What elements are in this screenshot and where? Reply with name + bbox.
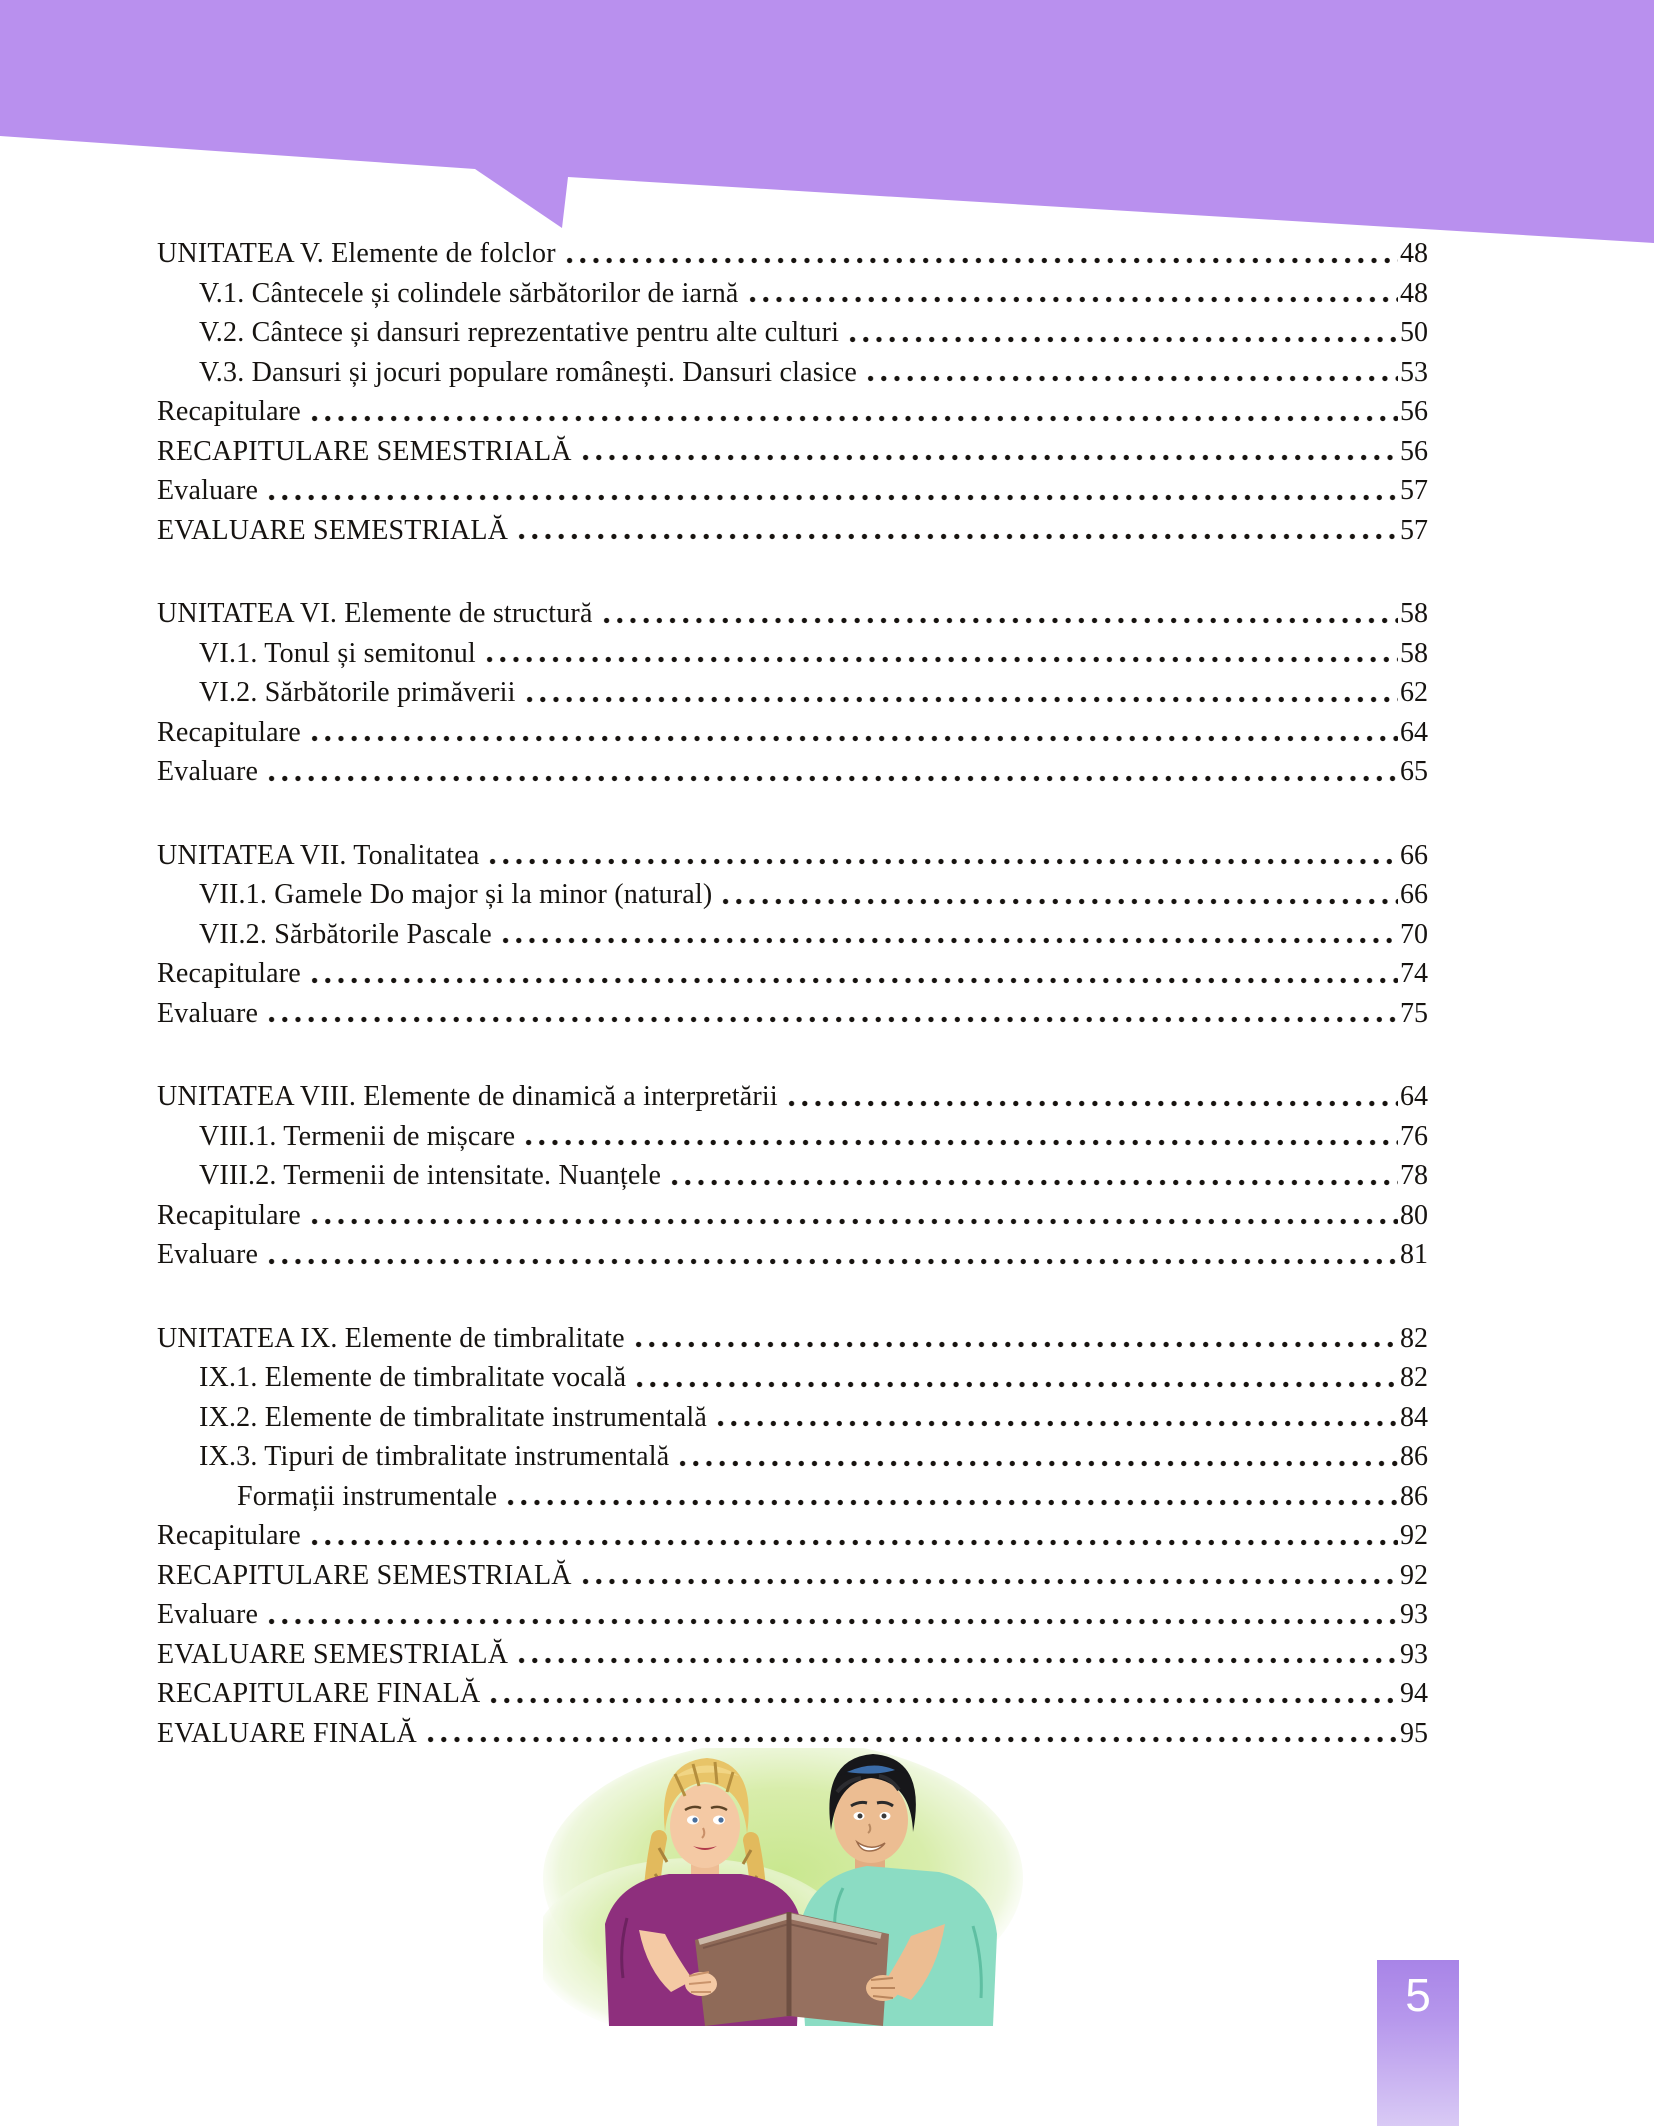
toc-entry-label: IX.2. Elemente de timbralitate instrumentală <box>199 1401 707 1433</box>
toc-entry-page-number: 75 <box>1400 997 1428 1029</box>
toc-entry-label: EVALUARE SEMESTRIALĂ <box>157 514 509 546</box>
toc-entry-label: Recapitulare <box>157 396 301 427</box>
toc-entry-page-number: 57 <box>1400 475 1428 506</box>
toc-entry <box>157 1674 1428 1714</box>
toc-entry-label: UNITATEA VII. Tonalitatea <box>157 839 480 871</box>
dot-leader <box>579 1575 1398 1588</box>
toc-entry-label: RECAPITULARE SEMESTRIALĂ <box>157 1559 572 1591</box>
dot-leader <box>522 1136 1398 1149</box>
dot-leader <box>515 1654 1398 1667</box>
toc-entry-label: V.3. Dansuri și jocuri populare românești. Dansuri clasice <box>199 356 858 388</box>
toc-entry <box>157 915 1428 955</box>
toc-entry <box>157 594 1428 634</box>
toc-entry-page-number: 57 <box>1400 514 1428 546</box>
toc-entry-label: V.2. Cântece și dansuri reprezentative pentru alte culturi <box>199 317 840 348</box>
dot-leader <box>265 1255 1398 1268</box>
toc-entry-label: Formații instrumentale <box>237 1480 498 1512</box>
toc-entry-page-number: 66 <box>1400 839 1428 871</box>
dot-leader <box>308 1536 1398 1549</box>
toc-entry-label: VI.1. Tonul și semitonul <box>199 637 476 669</box>
toc-entry-label: VII.2. Sărbătorile Pascale <box>199 918 492 950</box>
toc-entry-label: UNITATEA VI. Elemente de structură <box>157 598 593 629</box>
toc-entry-page-number: 92 <box>1400 1520 1428 1551</box>
toc-entry <box>157 1398 1428 1438</box>
toc-entry-page-number: 86 <box>1400 1441 1428 1472</box>
toc-entry-page-number: 84 <box>1400 1401 1428 1433</box>
toc-entry-page-number: 48 <box>1400 277 1428 309</box>
toc-entry-label: Evaluare <box>157 1599 259 1630</box>
toc-entry-page-number: 48 <box>1400 238 1428 269</box>
dot-leader <box>265 1615 1398 1628</box>
toc-entry-label: VIII.2. Termenii de intensitate. Nuanțele <box>199 1160 662 1191</box>
dot-leader <box>265 491 1398 504</box>
toc-entry <box>157 994 1428 1034</box>
toc-entry <box>157 1516 1428 1556</box>
dot-leader <box>265 772 1398 785</box>
toc-entry <box>157 313 1428 353</box>
toc-section <box>157 1077 1428 1275</box>
toc-entry-label: UNITATEA VIII. Elemente de dinamică a interpretării <box>157 1081 778 1112</box>
toc-entry-page-number: 64 <box>1400 1081 1428 1112</box>
toc-entry-label: UNITATEA IX. Elemente de timbralitate <box>157 1322 625 1354</box>
dot-leader <box>523 693 1398 706</box>
toc-entry-label: VIII.1. Termenii de mișcare <box>199 1120 516 1152</box>
toc-entry <box>157 1358 1428 1398</box>
dot-leader <box>308 1215 1398 1228</box>
dot-leader <box>864 372 1398 385</box>
toc-entry <box>157 392 1428 432</box>
dot-leader <box>676 1457 1398 1470</box>
toc-entry <box>157 1235 1428 1275</box>
toc-entry-label: RECAPITULARE SEMESTRIALĂ <box>157 435 572 467</box>
toc-entry-page-number: 93 <box>1400 1638 1428 1670</box>
dot-leader <box>308 412 1398 425</box>
toc-entry <box>157 954 1428 994</box>
page-number-tab <box>1377 1960 1459 2126</box>
dot-leader <box>265 1013 1398 1026</box>
toc-entry-label: IX.3. Tipuri de timbralitate instrumentală <box>199 1441 670 1472</box>
toc-entry-label: Evaluare <box>157 1239 259 1270</box>
dot-leader <box>483 653 1398 666</box>
toc-entry-page-number: 65 <box>1400 756 1428 787</box>
toc-entry-label: EVALUARE SEMESTRIALĂ <box>157 1638 509 1670</box>
toc-entry <box>157 1319 1428 1359</box>
toc-entry <box>157 752 1428 792</box>
children-reading-illustration <box>543 1748 1023 2026</box>
dot-leader <box>515 530 1398 543</box>
toc-entry-label: RECAPITULARE FINALĂ <box>157 1678 481 1709</box>
dot-leader <box>846 333 1398 346</box>
toc-entry <box>157 673 1428 713</box>
toc-section <box>157 594 1428 792</box>
toc-entry <box>157 875 1428 915</box>
dot-leader <box>424 1733 1398 1746</box>
dot-leader <box>504 1496 1398 1509</box>
toc-entry-label: Evaluare <box>157 756 259 787</box>
toc-entry <box>157 1156 1428 1196</box>
toc-entry-label: EVALUARE FINALĂ <box>157 1717 417 1749</box>
toc-entry <box>157 471 1428 511</box>
toc-entry-page-number: 64 <box>1400 716 1428 748</box>
page-number: 5 <box>1405 1969 1431 2021</box>
toc-entry-page-number: 76 <box>1400 1120 1428 1152</box>
toc-entry <box>157 713 1428 753</box>
toc-entry <box>157 1196 1428 1236</box>
dot-leader <box>308 974 1398 987</box>
toc-entry-label: Evaluare <box>157 475 259 506</box>
toc-entry <box>157 1437 1428 1477</box>
toc-entry <box>157 234 1428 274</box>
toc-entry <box>157 1117 1428 1157</box>
toc-entry-page-number: 66 <box>1400 879 1428 910</box>
toc-entry-label: VII.1. Gamele Do major și la minor (natural) <box>199 879 713 910</box>
dot-leader <box>746 293 1398 306</box>
dot-leader <box>308 732 1398 745</box>
toc-entry-page-number: 80 <box>1400 1199 1428 1231</box>
toc-entry-page-number: 93 <box>1400 1599 1428 1630</box>
dot-leader <box>785 1097 1398 1110</box>
dot-leader <box>633 1378 1398 1391</box>
toc-entry-label: Recapitulare <box>157 716 301 748</box>
toc-entry <box>157 1635 1428 1675</box>
toc-entry-label: V.1. Cântecele și colindele sărbătorilor de iarnă <box>199 277 739 309</box>
toc-entry-label: Recapitulare <box>157 1520 301 1551</box>
dot-leader <box>668 1176 1398 1189</box>
toc-entry <box>157 511 1428 551</box>
toc-entry-page-number: 82 <box>1400 1322 1428 1354</box>
toc-entry <box>157 1477 1428 1517</box>
table-of-contents <box>157 234 1428 1753</box>
toc-entry-page-number: 56 <box>1400 396 1428 427</box>
toc-section <box>157 1319 1428 1754</box>
toc-entry-page-number: 82 <box>1400 1362 1428 1393</box>
toc-entry <box>157 1556 1428 1596</box>
toc-entry-page-number: 50 <box>1400 317 1428 348</box>
toc-section <box>157 836 1428 1034</box>
toc-entry-page-number: 62 <box>1400 677 1428 708</box>
toc-entry-page-number: 58 <box>1400 598 1428 629</box>
toc-entry-page-number: 95 <box>1400 1717 1428 1749</box>
dot-leader <box>487 1694 1398 1707</box>
toc-entry-page-number: 86 <box>1400 1480 1428 1512</box>
toc-entry-label: Recapitulare <box>157 1199 301 1231</box>
header-band-decoration <box>0 0 1654 244</box>
toc-entry <box>157 1595 1428 1635</box>
dot-leader <box>719 895 1398 908</box>
toc-entry-page-number: 94 <box>1400 1678 1428 1709</box>
toc-entry <box>157 353 1428 393</box>
toc-entry-label: VI.2. Sărbătorile primăverii <box>199 677 516 708</box>
dot-leader <box>714 1417 1398 1430</box>
toc-entry-page-number: 74 <box>1400 958 1428 989</box>
toc-entry-page-number: 78 <box>1400 1160 1428 1191</box>
toc-section <box>157 234 1428 550</box>
toc-entry-label: UNITATEA V. Elemente de folclor <box>157 238 556 269</box>
dot-leader <box>486 855 1398 868</box>
toc-entry <box>157 274 1428 314</box>
toc-entry-page-number: 92 <box>1400 1559 1428 1591</box>
toc-entry-page-number: 53 <box>1400 356 1428 388</box>
toc-entry-page-number: 56 <box>1400 435 1428 467</box>
dot-leader <box>600 614 1398 627</box>
toc-entry <box>157 634 1428 674</box>
toc-entry-label: IX.1. Elemente de timbralitate vocală <box>199 1362 627 1393</box>
dot-leader <box>499 934 1398 947</box>
dot-leader <box>563 254 1398 267</box>
toc-entry <box>157 836 1428 876</box>
toc-entry-label: Recapitulare <box>157 958 301 989</box>
toc-entry-page-number: 58 <box>1400 637 1428 669</box>
dot-leader <box>632 1338 1398 1351</box>
toc-entry <box>157 432 1428 472</box>
toc-entry-page-number: 81 <box>1400 1239 1428 1270</box>
dot-leader <box>579 451 1398 464</box>
toc-entry-page-number: 70 <box>1400 918 1428 950</box>
toc-entry-label: Evaluare <box>157 997 259 1029</box>
toc-entry <box>157 1077 1428 1117</box>
